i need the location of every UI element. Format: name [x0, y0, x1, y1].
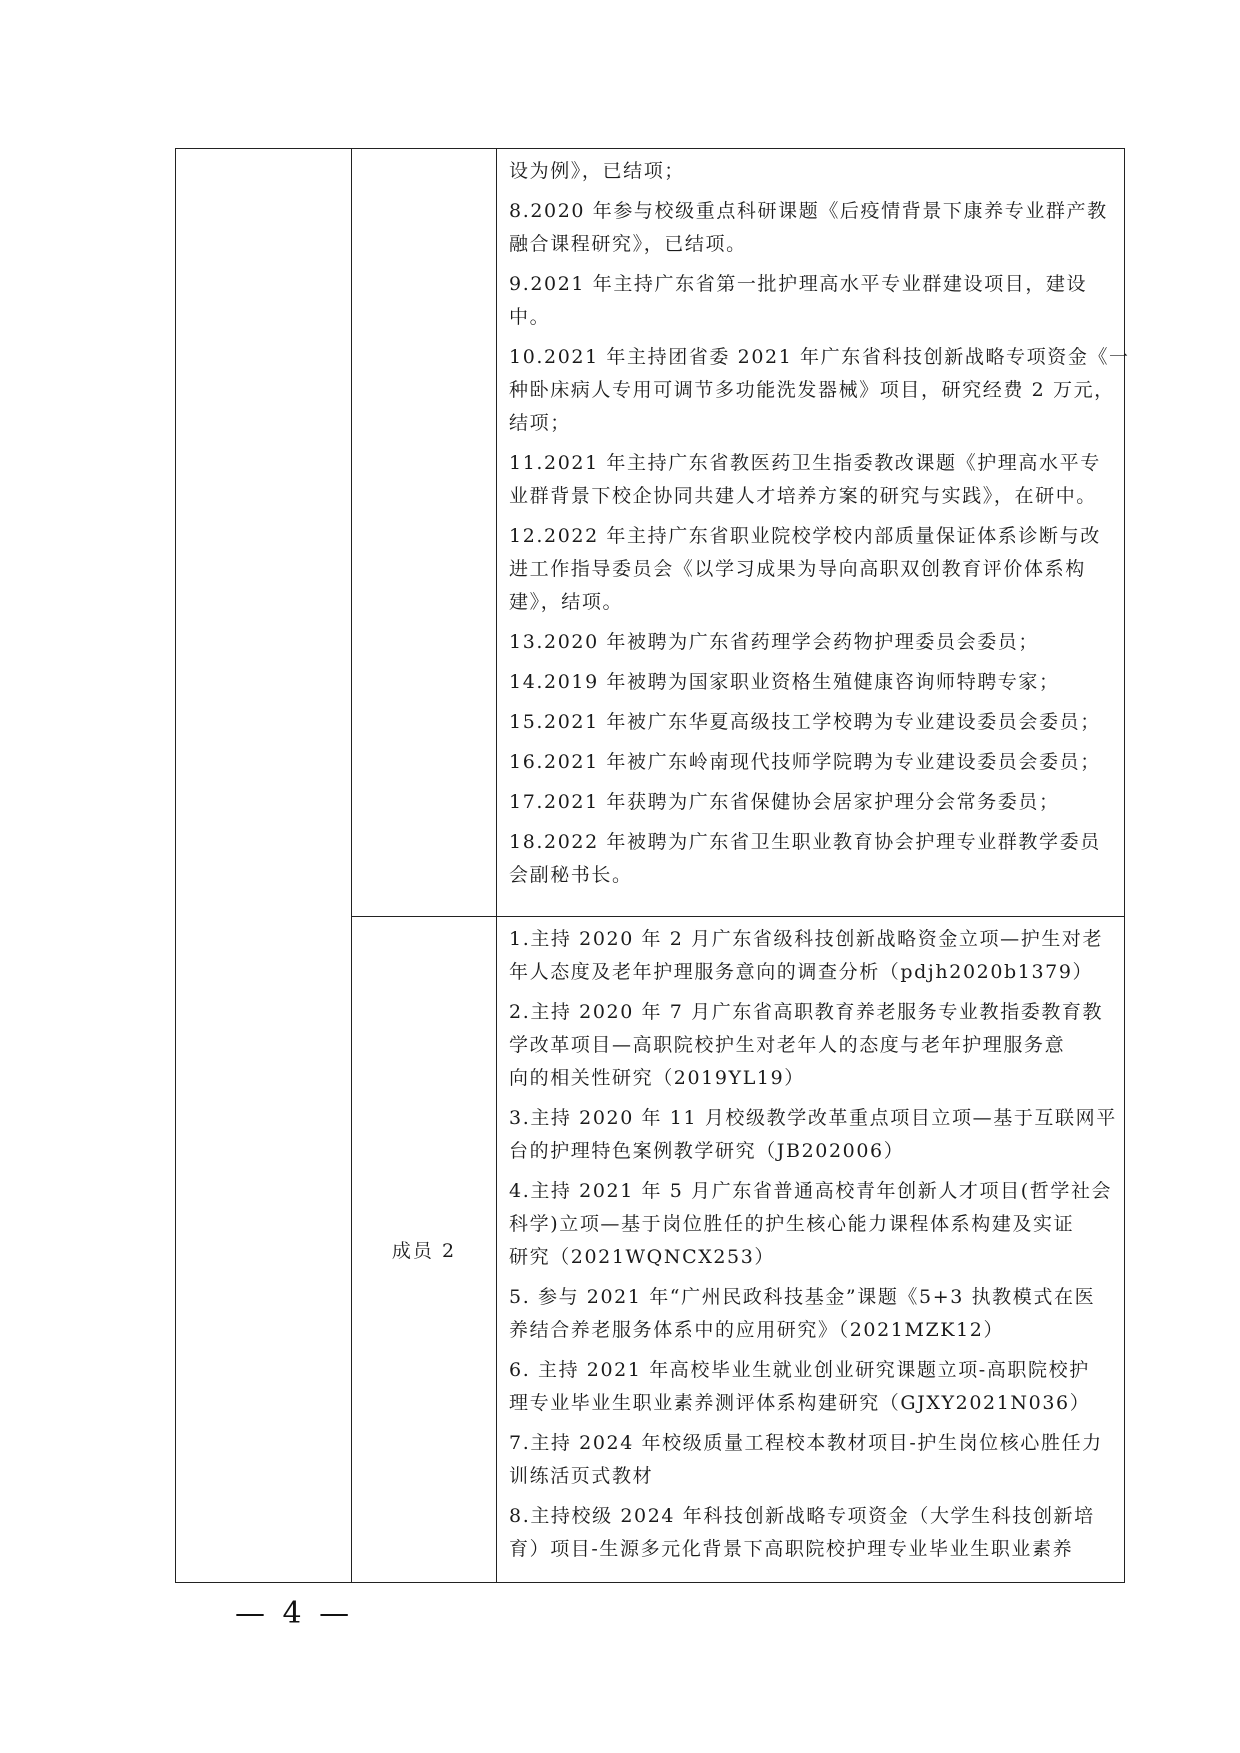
list-item: [509, 996, 1114, 1095]
achievement-list: [497, 149, 1130, 903]
achievements-cell: [497, 917, 1125, 1583]
list-item: [509, 1102, 1117, 1168]
entry-line: 4.主持 2021 年 5 月广东省普通高校青年创新人才项目(哲学社会: [509, 1180, 1113, 1202]
entry-line: 18.2022 年被聘为广东省卫生职业教育协会护理专业群教学委员: [509, 831, 1101, 853]
entry-line: 向的相关性研究（2019YL19）: [509, 1067, 805, 1089]
list-item: [509, 746, 1114, 779]
list-item: [509, 155, 1114, 188]
entry-line: 学改革项目—高职院校护生对老年人的态度与老年护理服务意: [509, 1034, 1066, 1056]
entry-line: 1.主持 2020 年 2 月广东省级科技创新战略资金立项—护生对老: [509, 928, 1104, 950]
entry-line: 16.2021 年被广东岭南现代技师学院聘为专业建设委员会委员；: [509, 751, 1101, 773]
list-item: [509, 786, 1114, 819]
entry-line: 17.2021 年获聘为广东省保健协会居家护理分会常务委员；: [509, 791, 1060, 813]
achievements-cell: [497, 149, 1130, 917]
entry-line: 8.2020 年参与校级重点科研课题《后疫情背景下康养专业群产教: [509, 200, 1108, 222]
entry-line: 会副秘书长。: [509, 864, 633, 886]
entry-line: 种卧床病人专用可调节多功能洗发器械》项目，研究经费 2 万元，: [509, 379, 1115, 401]
list-item: [509, 666, 1114, 699]
list-item: [509, 1427, 1114, 1493]
list-item: [509, 706, 1114, 739]
entry-line: 业群背景下校企协同共建人才培养方案的研究与实践》，在研中。: [509, 485, 1097, 507]
list-item: [509, 195, 1114, 261]
entry-line: 14.2019 年被聘为国家职业资格生殖健康咨询师特聘专家；: [509, 671, 1060, 693]
entry-line: 融合课程研究》，已结项。: [509, 233, 747, 255]
list-item: [509, 1354, 1114, 1420]
entry-line: 13.2020 年被聘为广东省药理学会药物护理委员会委员；: [509, 631, 1040, 653]
list-item: [509, 268, 1114, 334]
entry-line: 10.2021 年主持团省委 2021 年广东省科技创新战略专项资金《一: [509, 346, 1130, 368]
entry-line: 3.主持 2020 年 11 月校级教学改革重点项目立项—基于互联网平: [509, 1107, 1117, 1129]
list-item: [509, 1281, 1114, 1347]
list-item: [509, 626, 1114, 659]
entry-line: 训练活页式教材: [509, 1465, 654, 1487]
entry-line: 理专业毕业生职业素养测评体系构建研究（GJXY2021N036）: [509, 1392, 1091, 1414]
member-label: 成员 2: [352, 917, 497, 1583]
page-number: — 4 —: [235, 1596, 354, 1631]
entry-line: 育）项目-生源多元化背景下高职院校护理专业毕业生职业素养: [509, 1538, 1074, 1560]
entry-line: 结项；: [509, 412, 571, 434]
profile-table: [175, 148, 1130, 1583]
entry-line: 养结合养老服务体系中的应用研究》（2021MZK12）: [509, 1319, 1005, 1341]
entry-line: 台的护理特色案例教学研究（JB202006）: [509, 1140, 905, 1162]
list-item: [509, 341, 1130, 440]
list-item: [509, 923, 1114, 989]
entry-line: 2.主持 2020 年 7 月广东省高职教育养老服务专业教指委教育教: [509, 1001, 1104, 1023]
entry-line: 11.2021 年主持广东省教医药卫生指委教改课题《护理高水平专: [509, 452, 1101, 474]
list-item: [509, 447, 1114, 513]
entry-line: 15.2021 年被广东华夏高级技工学校聘为专业建设委员会委员；: [509, 711, 1101, 733]
list-item: [509, 826, 1114, 892]
entry-line: 9.2021 年主持广东省第一批护理高水平专业群建设项目，建设: [509, 273, 1088, 295]
entry-line: 5. 参与 2021 年“广州民政科技基金”课题《5+3 执教模式在医: [509, 1286, 1096, 1308]
entry-line: 6. 主持 2021 年高校毕业生就业创业研究课题立项-高职院校护: [509, 1359, 1090, 1381]
list-item: [509, 1175, 1114, 1274]
entry-line: 12.2022 年主持广东省职业院校学校内部质量保证体系诊断与改: [509, 525, 1101, 547]
list-item: [509, 1500, 1114, 1566]
entry-line: 8.主持校级 2024 年科技创新战略专项资金（大学生科技创新培: [509, 1505, 1095, 1527]
entry-line: 中。: [509, 306, 551, 328]
entry-line: 研究（2021WQNCX253）: [509, 1246, 776, 1268]
empty-cell-left: [176, 149, 352, 1583]
entry-line: 年人态度及老年护理服务意向的调查分析（pdjh2020b1379）: [509, 961, 1094, 983]
achievement-list: [497, 917, 1124, 1577]
table-row: [176, 149, 1125, 917]
entry-line: 7.主持 2024 年校级质量工程校本教材项目-护生岗位核心胜任力: [509, 1432, 1103, 1454]
entry-line: 建》，结项。: [509, 591, 624, 613]
empty-cell-member: [352, 149, 497, 917]
entry-line: 科学)立项—基于岗位胜任的护生核心能力课程体系构建及实证: [509, 1213, 1075, 1235]
entry-line: 进工作指导委员会《以学习成果为导向高职双创教育评价体系构: [509, 558, 1086, 580]
entry-line: 设为例》，已结项；: [509, 160, 685, 182]
list-item: [509, 520, 1114, 619]
